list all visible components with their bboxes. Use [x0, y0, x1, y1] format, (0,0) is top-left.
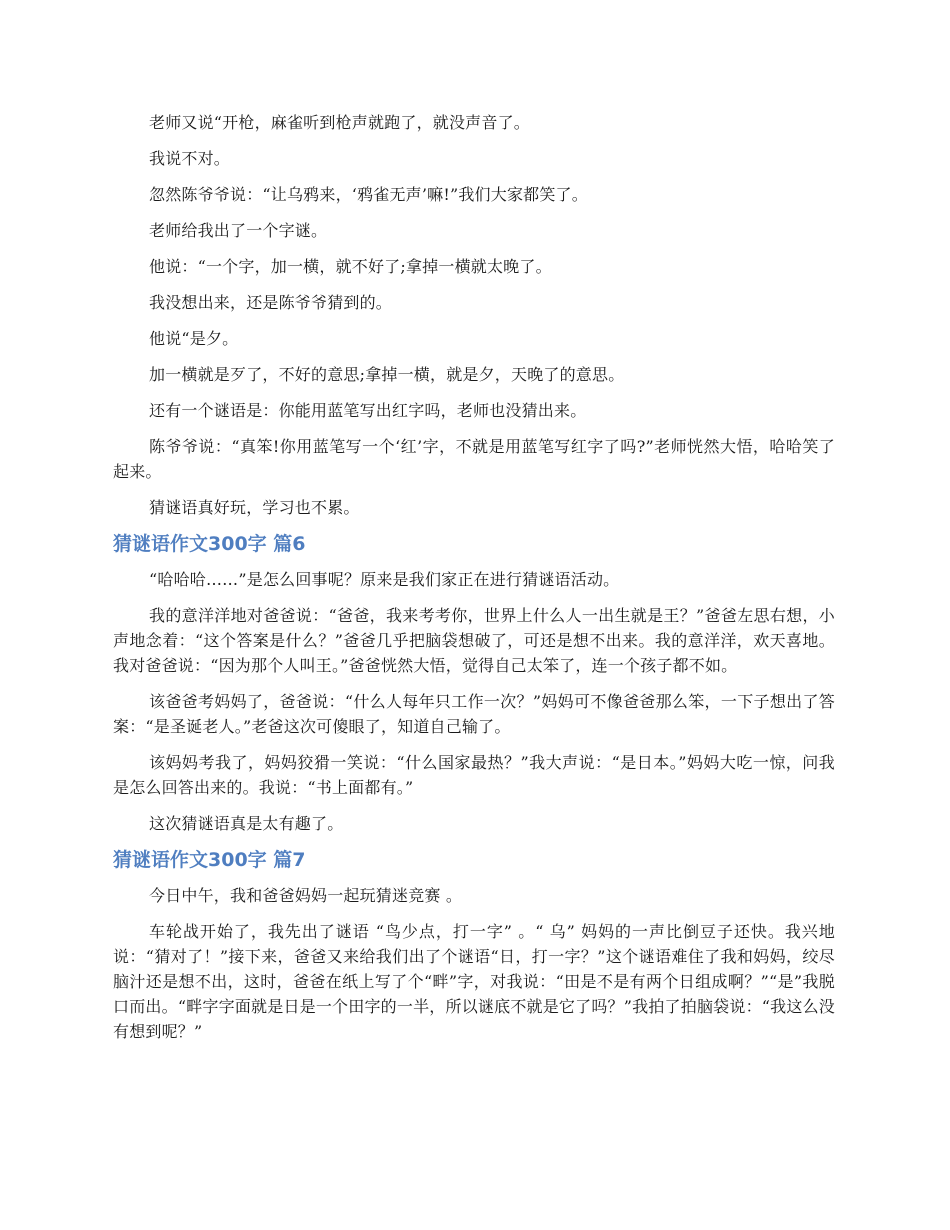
paragraph: “哈哈哈……”是怎么回事呢？原来是我们家正在进行猜谜语活动。	[149, 570, 620, 589]
paragraph: 猜谜语真好玩，学习也不累。	[149, 498, 360, 517]
paragraph: 他说：“一个字，加一横，就不好了;拿掉一横就太晚了。	[149, 257, 552, 276]
paragraph: 今日中午，我和爸爸妈妈一起玩猜迷竞赛 。	[149, 886, 463, 905]
paragraph: 该爸爸考妈妈了，爸爸说：“什么人每年只工作一次？”妈妈可不像爸爸那么笨，一下子想出了答案：“是圣诞老人。”老爸这次可傻眼了，知道自己输了。	[113, 692, 835, 736]
section-heading: 猜谜语作文300字 篇6	[113, 533, 306, 555]
paragraph: 我没想出来，还是陈爷爷猜到的。	[149, 293, 393, 312]
paragraph: 车轮战开始了，我先出了谜语 “鸟少点，打一字” 。“ 乌” 妈妈的一声比倒豆子还快。我兴地说：“猜对了！”接下来，爸爸又来给我们出了个谜语“日，打一字？”这个谜语难住了我和妈妈，绞尽脑汁还是想不出，这时，爸爸在纸上写了个“畔”字，对我说：“田是不是有两个日组成啊？”“是”我脱口而出。“畔字字面就是日是一个田字的一半，所以谜底不就是它了吗？”我拍了拍脑袋说：“我这么没有想到呢？”	[113, 922, 835, 1041]
paragraph: 加一横就是歹了，不好的意思;拿掉一横，就是夕，天晚了的意思。	[149, 365, 625, 384]
paragraph: 这次猜谜语真是太有趣了。	[149, 814, 344, 833]
paragraph: 该妈妈考我了，妈妈狡猾一笑说：“什么国家最热？”我大声说：“是日本。”妈妈大吃一惊，问我是怎么回答出来的。我说：“书上面都有。”	[113, 753, 835, 797]
section-continuation	[113, 110, 835, 520]
paragraph: 我的意洋洋地对爸爸说：“爸爸，我来考考你，世界上什么人一出生就是王？”爸爸左思右想，小声地念着：“这个答案是什么？”爸爸几乎把脑袋想破了，可还是想不出来。我的意洋洋，欢天喜地。我对爸爸说：“因为那个人叫王。”爸爸恍然大悟，觉得自己太笨了，连一个孩子都不如。	[113, 606, 835, 675]
section-essay-6	[113, 531, 835, 836]
paragraph: 陈爷爷说：“真笨!你用蓝笔写一个‘红’字，不就是用蓝笔写红字了吗?”老师恍然大悟，哈哈笑了起来。	[113, 437, 835, 481]
paragraph: 他说“是夕。	[149, 329, 239, 348]
section-heading: 猜谜语作文300字 篇7	[113, 849, 306, 871]
section-essay-7	[113, 847, 835, 1044]
paragraph: 忽然陈爷爷说：“让乌鸦来，‘鸦雀无声’嘛!”我们大家都笑了。	[149, 185, 588, 204]
paragraph: 我说不对。	[149, 149, 231, 168]
paragraph: 老师给我出了一个字谜。	[149, 221, 328, 240]
paragraph: 老师又说“开枪，麻雀听到枪声就跑了，就没声音了。	[149, 113, 530, 132]
document-page	[113, 110, 835, 1055]
paragraph: 还有一个谜语是：你能用蓝笔写出红字吗，老师也没猜出来。	[149, 401, 587, 420]
